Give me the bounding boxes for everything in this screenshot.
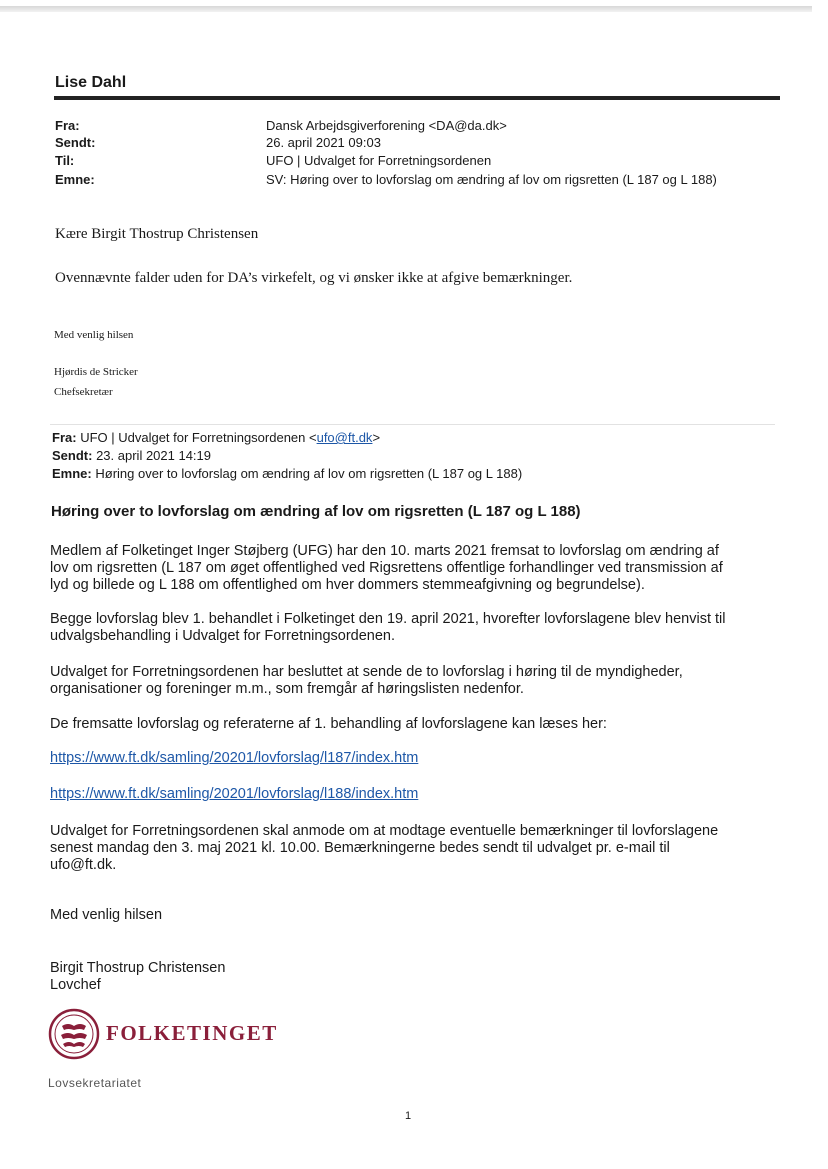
paragraph-5-line-3: ufo@ft.dk. [50,857,117,873]
link-l187[interactable]: https://www.ft.dk/samling/20201/lovforslag/l187/index.htm [50,750,419,766]
paragraph-2-line-1: Begge lovforslag blev 1. behandlet i Folketinget den 19. april 2021, hvorefter lovforslagene blev henvist til [50,611,726,627]
to-label: Til: [55,153,75,168]
folketinget-lion-emblem-icon [48,1008,100,1060]
original-signer-name: Birgit Thostrup Christensen [50,960,226,976]
sent-label: Sendt: [55,135,96,150]
fwd-subject-line [52,466,522,481]
paragraph-1-line-3: lyd og billede og L 188 om offentlighed om hver dommers stemmeafgivning og begrundelse). [50,577,645,593]
fwd-subject-label: Emne: [52,466,92,481]
reply-signer-name: Hjørdis de Stricker [54,366,138,378]
paragraph-5 [50,823,770,874]
department-name: Lovsekretariatet [48,1076,142,1090]
paragraph-1-line-2: lov om rigsretten (L 187 om øget offentlighed ved Rigsrettens offentlige forhandlinger ved transmission af [50,560,723,576]
sent-value: 26. april 2021 09:03 [266,135,381,150]
page-number: 1 [405,1110,412,1122]
paragraph-3 [50,664,770,698]
fwd-sent-line [52,448,211,463]
fwd-from-email-link[interactable]: ufo@ft.dk [316,430,373,445]
reply-signer-title: Chefsekretær [54,386,113,398]
paragraph-3-line-1: Udvalget for Forretningsordenen har besluttet at sende de to lovforslag i høring til de myndigheder, [50,664,683,680]
paragraph-2 [50,611,770,645]
author-name: Lise Dahl [55,74,127,91]
reply-closing: Med venlig hilsen [54,329,134,341]
paragraph-3-line-2: organisationer og foreninger m.m., som fremgår af høringslisten nedenfor. [50,681,524,697]
fwd-subject-value: Høring over to lovforslag om ændring af lov om rigsretten (L 187 og L 188) [95,466,523,481]
folketinget-logo-text: FOLKETINGET [106,1021,278,1045]
reply-greeting: Kære Birgit Thostrup Christensen [55,226,259,242]
paragraph-1-line-1: Medlem af Folketinget Inger Støjberg (UFG) har den 10. marts 2021 fremsat to lovforslag om ændring af [50,543,719,559]
paragraph-1 [50,543,770,594]
paragraph-5-line-2: senest mandag den 3. maj 2021 kl. 10.00. Bemærkningerne bedes sendt til udvalget pr. e-mail til [50,840,670,856]
fwd-from-line [52,430,380,445]
reply-body: Ovennævnte falder uden for DA’s virkefelt, og vi ønsker ikke at afgive bemærkninger. [55,270,573,286]
original-signer-title: Lovchef [50,977,101,993]
fwd-from-value: UFO | Udvalget for Forretningsordenen < [80,430,317,445]
original-closing: Med venlig hilsen [50,907,163,923]
paragraph-4: De fremsatte lovforslag og referaterne af 1. behandling af lovforslagene kan læses her: [50,716,607,732]
forward-separator [50,424,775,425]
subject-label: Emne: [55,172,95,187]
fwd-sent-label: Sendt: [52,448,93,463]
scan-top-edge [0,6,812,12]
to-value: UFO | Udvalget for Forretningsordenen [266,153,492,168]
from-label: Fra: [55,118,80,133]
paragraph-2-line-2: udvalgsbehandling i Udvalget for Forretningsordenen. [50,628,395,644]
original-subject: Høring over to lovforslag om ændring af lov om rigsretten (L 187 og L 188) [51,503,581,520]
header-rule [54,96,780,100]
fwd-from-label: Fra: [52,430,77,445]
paragraph-5-line-1: Udvalget for Forretningsordenen skal anmode om at modtage eventuelle bemærkninger til lovforslagene [50,823,719,839]
fwd-from-suffix: > [372,430,381,445]
link-l188[interactable]: https://www.ft.dk/samling/20201/lovforslag/l188/index.htm [50,786,419,802]
fwd-sent-value: 23. april 2021 14:19 [96,448,212,463]
from-value: Dansk Arbejdsgiverforening <DA@da.dk> [266,118,507,133]
subject-value: SV: Høring over to lovforslag om ændring af lov om rigsretten (L 187 og L 188) [266,172,717,187]
